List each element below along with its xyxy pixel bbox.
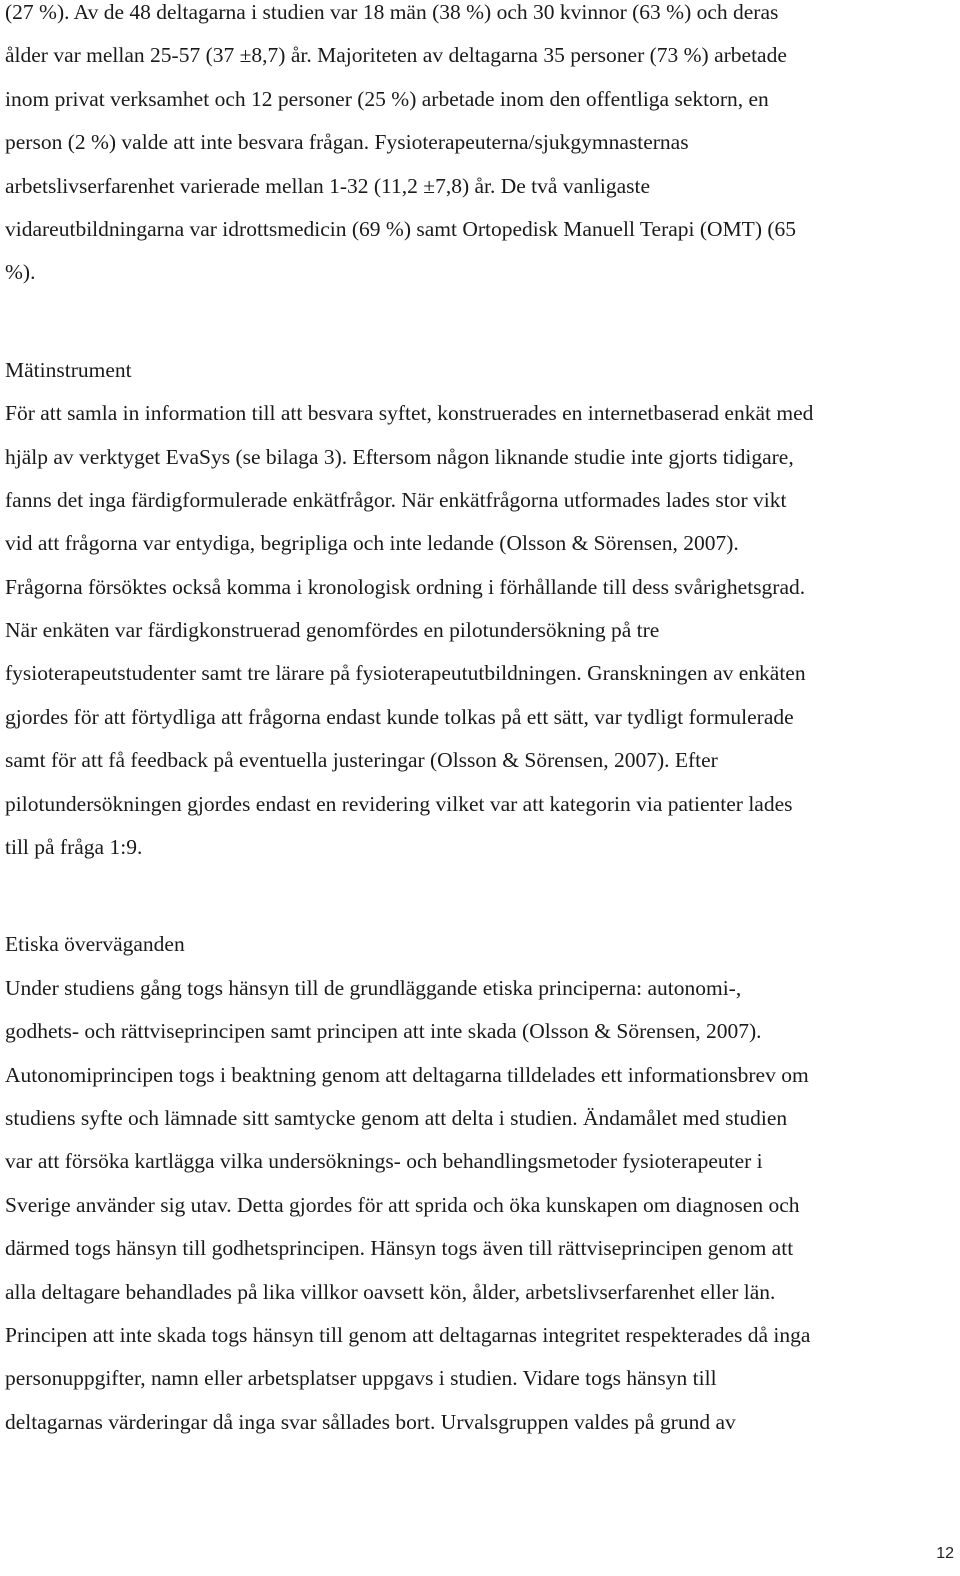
text-line: För att samla in information till att besvara syftet, konstruerades en internetbaserad enkät med <box>5 401 814 426</box>
text-line: person (2 %) valde att inte besvara frågan. Fysioterapeuterna/sjukgymnasternas <box>5 130 689 155</box>
text-line: ålder var mellan 25-57 (37 ±8,7) år. Majoriteten av deltagarna 35 personer (73 %) arbetade <box>5 43 787 68</box>
text-line: var att försöka kartlägga vilka undersöknings- och behandlingsmetoder fysioterapeuter i <box>5 1149 763 1174</box>
text-line: När enkäten var färdigkonstruerad genomfördes en pilotundersökning på tre <box>5 618 660 643</box>
text-line: inom privat verksamhet och 12 personer (25 %) arbetade inom den offentliga sektorn, en <box>5 86 769 111</box>
text-line: gjordes för att förtydliga att frågorna endast kunde tolkas på ett sätt, var tydligt formulerade <box>5 704 794 729</box>
paragraph-participants <box>5 0 955 295</box>
text-line: fanns det inga färdigformulerade enkätfrågor. När enkätfrågorna utformades lades stor vikt <box>5 487 787 512</box>
text-line: godhets- och rättviseprincipen samt principen att inte skada (Olsson & Sörensen, 2007). <box>5 1019 762 1044</box>
text-line: därmed togs hänsyn till godhetsprincipen. Hänsyn togs även till rättviseprincipen genom att <box>5 1236 794 1261</box>
text-line: personuppgifter, namn eller arbetsplatser uppgavs i studien. Vidare togs hänsyn till <box>5 1366 717 1391</box>
section-heading-instrument: Mätinstrument <box>5 357 132 382</box>
text-line: %). <box>5 260 36 285</box>
paragraph-ethics <box>5 967 955 1444</box>
text-line: samt för att få feedback på eventuella justeringar (Olsson & Sörensen, 2007). Efter <box>5 748 718 773</box>
section-heading-ethics: Etiska överväganden <box>5 932 185 957</box>
text-line: Principen att inte skada togs hänsyn till genom att deltagarnas integritet respekterades då inga <box>5 1322 811 1347</box>
paragraph-instrument <box>5 392 955 869</box>
page-number: 12 <box>936 1545 954 1562</box>
text-line: (27 %). Av de 48 deltagarna i studien var 18 män (38 %) och 30 kvinnor (63 %) och deras <box>5 0 779 24</box>
text-line: vid att frågorna var entydiga, begripliga och inte ledande (Olsson & Sörensen, 2007). <box>5 531 739 556</box>
text-line: alla deltagare behandlades på lika villkor oavsett kön, ålder, arbetslivserfarenhet eller län. <box>5 1279 776 1304</box>
text-line: Autonomiprincipen togs i beaktning genom att deltagarna tilldelades ett informationsbrev om <box>5 1062 809 1087</box>
text-line: pilotundersökningen gjordes endast en revidering vilket var att kategorin via patienter lades <box>5 791 793 816</box>
text-line: Under studiens gång togs hänsyn till de grundläggande etiska principerna: autonomi-, <box>5 975 742 1000</box>
document-page <box>5 0 955 1444</box>
text-line: Sverige använder sig utav. Detta gjordes för att sprida och öka kunskapen om diagnosen och <box>5 1192 800 1217</box>
text-line: Frågorna försöktes också komma i kronologisk ordning i förhållande till dess svårighetsgrad. <box>5 574 806 599</box>
section-spacer <box>5 869 955 923</box>
text-line: arbetslivserfarenhet varierade mellan 1-32 (11,2 ±7,8) år. De två vanligaste <box>5 173 650 198</box>
text-line: deltagarnas värderingar då inga svar sållades bort. Urvalsgruppen valdes på grund av <box>5 1409 736 1434</box>
text-line: fysioterapeutstudenter samt tre lärare på fysioterapeututbildningen. Granskningen av enkäten <box>5 661 806 686</box>
text-line: till på fråga 1:9. <box>5 835 143 860</box>
text-line: vidareutbildningarna var idrottsmedicin (69 %) samt Ortopedisk Manuell Terapi (OMT) (65 <box>5 216 797 241</box>
text-line: hjälp av verktyget EvaSys (se bilaga 3). Eftersom någon liknande studie inte gjorts tidigare, <box>5 444 794 469</box>
text-line: studiens syfte och lämnade sitt samtycke genom att delta i studien. Ändamålet med studien <box>5 1105 788 1130</box>
section-spacer <box>5 295 955 349</box>
